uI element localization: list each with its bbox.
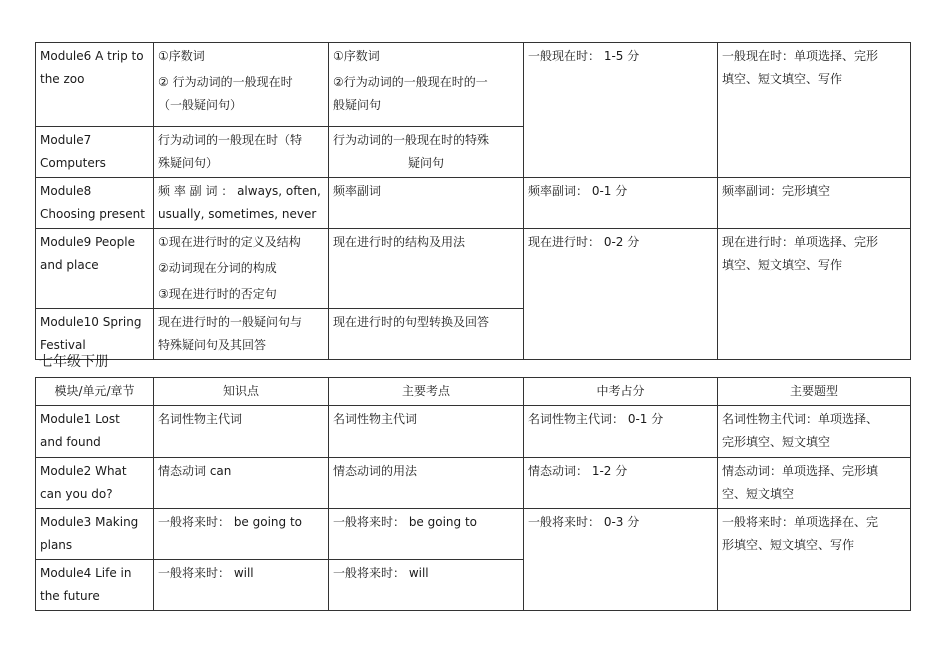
- module-cell: Module7 Computers: [36, 127, 154, 178]
- column-header: 模块/单元/章节: [36, 378, 154, 406]
- section-title: 七年级下册: [39, 354, 109, 370]
- knowledge-cell: 一般将来时： will: [154, 560, 329, 611]
- table-row: [36, 406, 911, 458]
- column-header: 中考占分: [524, 378, 718, 406]
- module-cell: Module6 A trip to the zoo: [36, 43, 154, 127]
- module-cell: Module10 Spring Festival: [36, 309, 154, 360]
- question-types-cell: 名词性物主代词：单项选择、 完形填空、短文填空: [718, 406, 911, 458]
- module-cell: Module8 Choosing present: [36, 178, 154, 229]
- exam-point-cell: ①序数词 ②行为动词的一般现在时的一 般疑问句: [329, 43, 524, 127]
- question-types-cell: 情态动词：单项选择、完形填 空、短文填空: [718, 458, 911, 509]
- grade7-lower-table: [35, 377, 911, 611]
- exam-point-cell: 现在进行时的句型转换及回答: [329, 309, 524, 360]
- knowledge-cell: 名词性物主代词: [154, 406, 329, 458]
- score-cell: 现在进行时： 0-2 分: [524, 229, 718, 360]
- exam-point-cell: 一般将来时： will: [329, 560, 524, 611]
- column-header: 主要题型: [718, 378, 911, 406]
- exam-point-cell: 情态动词的用法: [329, 458, 524, 509]
- knowledge-cell: 情态动词 can: [154, 458, 329, 509]
- module-cell: Module2 What can you do?: [36, 458, 154, 509]
- table-row: [36, 43, 911, 127]
- module-cell: Module4 Life in the future: [36, 560, 154, 611]
- grade7-upper-table: [35, 42, 911, 360]
- table-header-row: [36, 378, 911, 406]
- module-cell: Module3 Making plans: [36, 509, 154, 560]
- question-types-cell: 一般现在时：单项选择、完形 填空、短文填空、写作: [718, 43, 911, 178]
- knowledge-cell: 现在进行时的一般疑问句与 特殊疑问句及其回答: [154, 309, 329, 360]
- exam-point-cell: 行为动词的一般现在时的特殊 疑问句: [329, 127, 524, 178]
- module-cell: Module9 People and place: [36, 229, 154, 309]
- exam-point-cell: 名词性物主代词: [329, 406, 524, 458]
- score-cell: 一般现在时： 1-5 分: [524, 43, 718, 178]
- knowledge-cell: 一般将来时： be going to: [154, 509, 329, 560]
- exam-point-cell: 现在进行时的结构及用法: [329, 229, 524, 309]
- exam-point-cell: 频率副词: [329, 178, 524, 229]
- knowledge-cell: 行为动词的一般现在时（特 殊疑问句）: [154, 127, 329, 178]
- module-cell: Module1 Lost and found: [36, 406, 154, 458]
- column-header: 知识点: [154, 378, 329, 406]
- question-types-cell: 一般将来时：单项选择在、完 形填空、短文填空、写作: [718, 509, 911, 611]
- column-header: 主要考点: [329, 378, 524, 406]
- exam-point-cell: 一般将来时： be going to: [329, 509, 524, 560]
- knowledge-cell: 频 率 副 词 ： always, often, usually, sometimes, never: [154, 178, 329, 229]
- table-row: [36, 178, 911, 229]
- table-row: [36, 458, 911, 509]
- knowledge-cell: ①现在进行时的定义及结构 ②动词现在分词的构成 ③现在进行时的否定句: [154, 229, 329, 309]
- score-cell: 频率副词： 0-1 分: [524, 178, 718, 229]
- table-row: [36, 229, 911, 309]
- question-types-cell: 频率副词：完形填空: [718, 178, 911, 229]
- score-cell: 名词性物主代词： 0-1 分: [524, 406, 718, 458]
- score-cell: 情态动词： 1-2 分: [524, 458, 718, 509]
- knowledge-cell: ①序数词 ② 行为动词的一般现在时 （一般疑问句）: [154, 43, 329, 127]
- question-types-cell: 现在进行时：单项选择、完形 填空、短文填空、写作: [718, 229, 911, 360]
- score-cell: 一般将来时： 0-3 分: [524, 509, 718, 611]
- table-row: [36, 509, 911, 560]
